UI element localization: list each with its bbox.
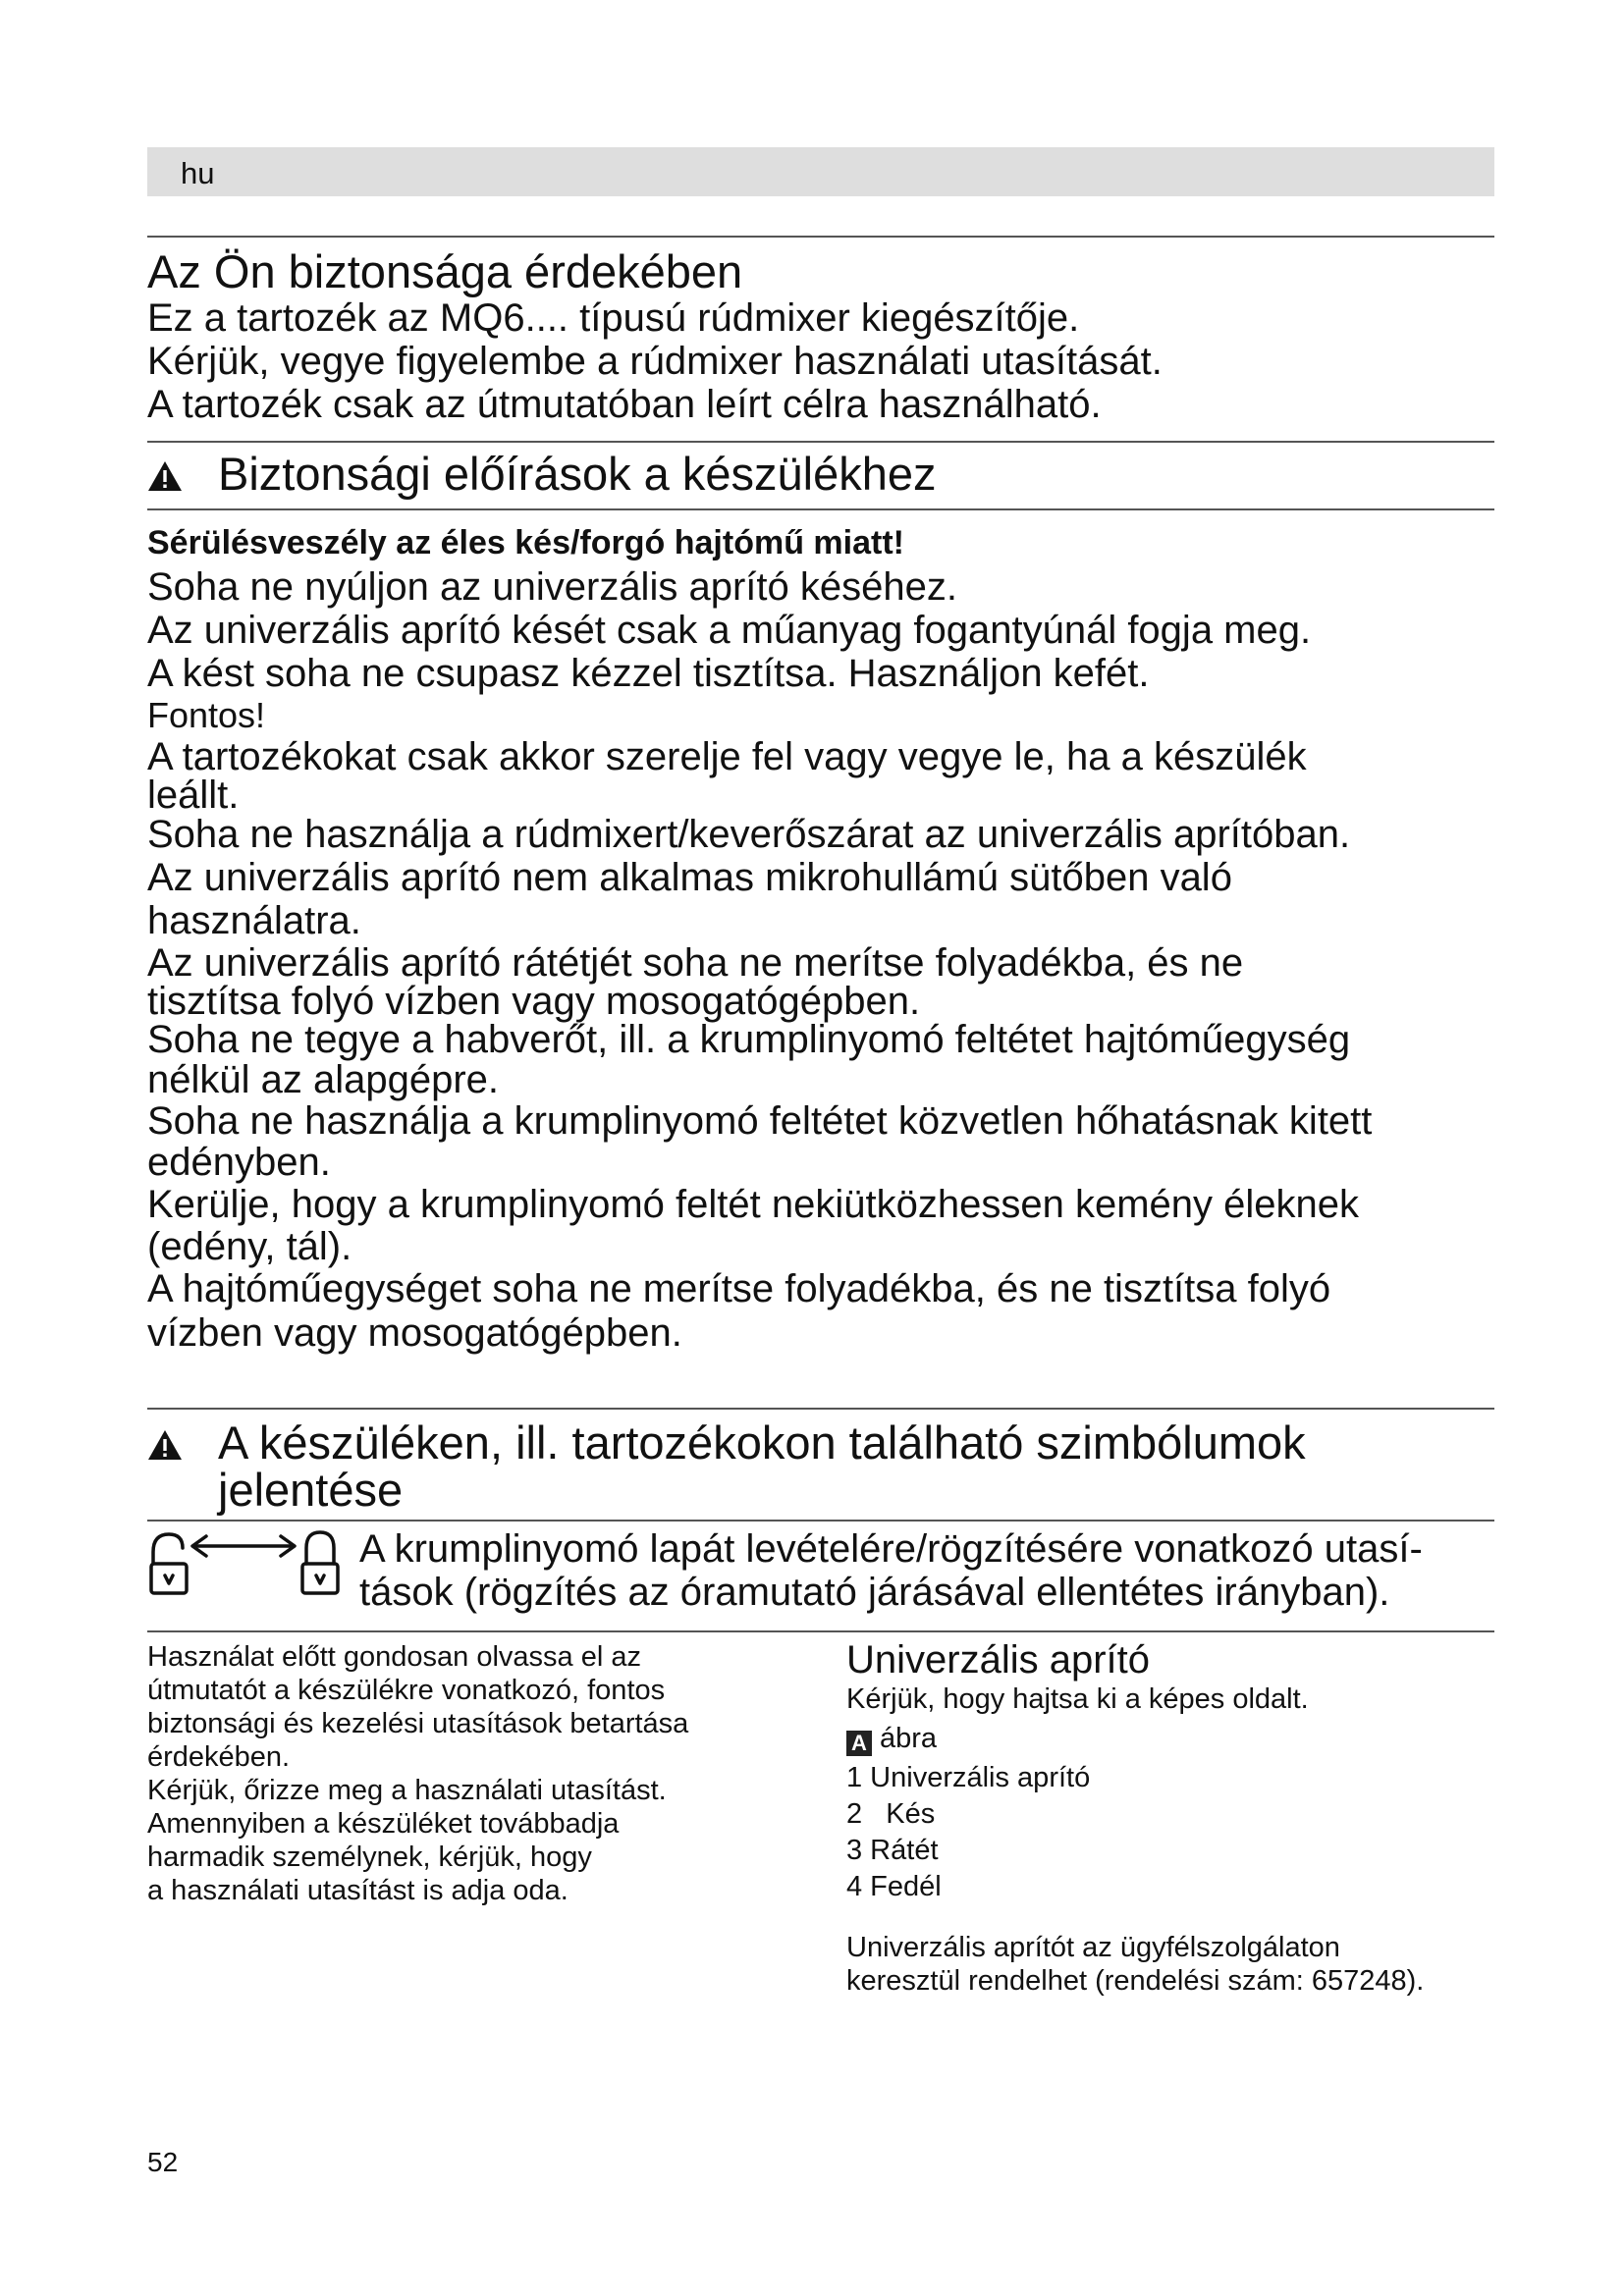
text-line: Az univerzális aprító nem alkalmas mikrohullámú sütőben való <box>147 856 1232 899</box>
text-line: nélkül az alapgépre. <box>147 1058 500 1101</box>
text-line: Az univerzális aprító kését csak a műanyag fogantyúnál fogja meg. <box>147 609 1312 652</box>
text-line: érdekében. <box>147 1741 291 1773</box>
divider <box>147 1630 1494 1632</box>
text-line: Soha ne használja a krumplinyomó feltétet közvetlen hőhatásnak kitett <box>147 1099 1373 1143</box>
text-line: Kerülje, hogy a krumplinyomó feltét nekiütközhessen kemény éleknek <box>147 1183 1359 1226</box>
safety-title: Az Ön biztonsága érdekében <box>147 245 743 297</box>
text-line: tások (rögzítés az óramutató járásával ellentétes irányban). <box>359 1571 1390 1614</box>
lock-unlock-arrow-icon <box>147 1524 344 1599</box>
divider <box>147 1520 1494 1522</box>
text-line: A krumplinyomó lapát levételére/rögzítésére vonatkozó utasí- <box>359 1527 1423 1571</box>
section-title: Univerzális aprító <box>846 1638 1151 1682</box>
usage-notes <box>147 1640 776 1907</box>
text-line: A hajtóműegységet soha ne merítse folyadékba, és ne tisztítsa folyó <box>147 1267 1331 1310</box>
text-line: A tartozékokat csak akkor szerelje fel vagy vegye le, ha a készülék <box>147 735 1307 778</box>
regulations-title: Biztonsági előírások a készülékhez <box>218 448 937 500</box>
part-item: 1 Univerzális aprító <box>846 1762 1091 1793</box>
text-line: Kérjük, vegye figyelembe a rúdmixer használati utasítását. <box>147 340 1163 383</box>
figure-badge: A <box>846 1731 872 1756</box>
text-line: vízben vagy mosogatógépben. <box>147 1311 682 1355</box>
text-line: A tartozék csak az útmutatóban leírt célra használható. <box>147 383 1102 426</box>
symbols-title-line1: A készüléken, ill. tartozékokon található szimbólumok <box>218 1416 1306 1468</box>
divider <box>147 1408 1494 1410</box>
warning-icon <box>147 1429 183 1461</box>
text-line: (edény, tál). <box>147 1225 352 1268</box>
text-line: Az univerzális aprító rátétjét soha ne merítse folyadékba, és ne <box>147 941 1244 985</box>
text-line: Soha ne használja a rúdmixert/keverőszárat az univerzális aprítóban. <box>147 813 1351 856</box>
divider <box>147 236 1494 238</box>
important-label: Fontos! <box>147 695 266 735</box>
part-item: 3 Rátét <box>846 1835 939 1866</box>
divider <box>147 441 1494 443</box>
text-line: A kést soha ne csupasz kézzel tisztítsa. Használjon kefét. <box>147 652 1150 695</box>
page-number: 52 <box>147 2147 179 2177</box>
text-line: edényben. <box>147 1141 331 1184</box>
text-line: harmadik személynek, kérjük, hogy <box>147 1842 592 1873</box>
fold-note: Kérjük, hogy hajtsa ki a képes oldalt. <box>846 1683 1309 1715</box>
safety-text <box>147 296 1542 426</box>
text-line: használatra. <box>147 899 361 942</box>
part-item: 2 Kés <box>846 1798 936 1830</box>
text-line: leállt. <box>147 774 240 817</box>
text-line: biztonsági és kezelési utasítások betartása <box>147 1708 689 1739</box>
text-line: Ez a tartozék az MQ6.... típusú rúdmixer kiegészítője. <box>147 296 1080 340</box>
language-bar <box>147 147 1494 196</box>
text-line: útmutatót a készülékre vonatkozó, fontos <box>147 1675 666 1706</box>
figure-label: ábra <box>880 1723 938 1754</box>
text-line: Soha ne tegye a habverőt, ill. a krumplinyomó feltétet hajtóműegység <box>147 1018 1351 1061</box>
text-line: keresztül rendelhet (rendelési szám: 657248). <box>846 1965 1425 1997</box>
text-line: tisztítsa folyó vízben vagy mosogatógépben. <box>147 980 921 1023</box>
text-line: Univerzális aprítót az ügyfélszolgálaton <box>846 1932 1340 1963</box>
symbols-title-line2: jelentése <box>218 1464 404 1516</box>
warning-icon <box>147 460 183 492</box>
text-line: a használati utasítást is adja oda. <box>147 1875 568 1906</box>
text-line: Kérjük, őrizze meg a használati utasítást. <box>147 1775 667 1806</box>
language-code: hu <box>181 156 215 190</box>
divider <box>147 508 1494 510</box>
text-line: Használat előtt gondosan olvassa el az <box>147 1641 641 1673</box>
danger-warning: Sérülésveszély az éles kés/forgó hajtómű miatt! <box>147 524 904 561</box>
universal-chopper-section <box>846 1637 1494 1998</box>
regulations-text <box>147 520 1542 1355</box>
figure-ref <box>846 1722 1494 1756</box>
symbol-description <box>359 1527 1498 1614</box>
part-item: 4 Fedél <box>846 1871 942 1902</box>
text-line: Soha ne nyúljon az univerzális aprító késéhez. <box>147 565 957 609</box>
text-line: Amennyiben a készüléket továbbadja <box>147 1808 620 1840</box>
